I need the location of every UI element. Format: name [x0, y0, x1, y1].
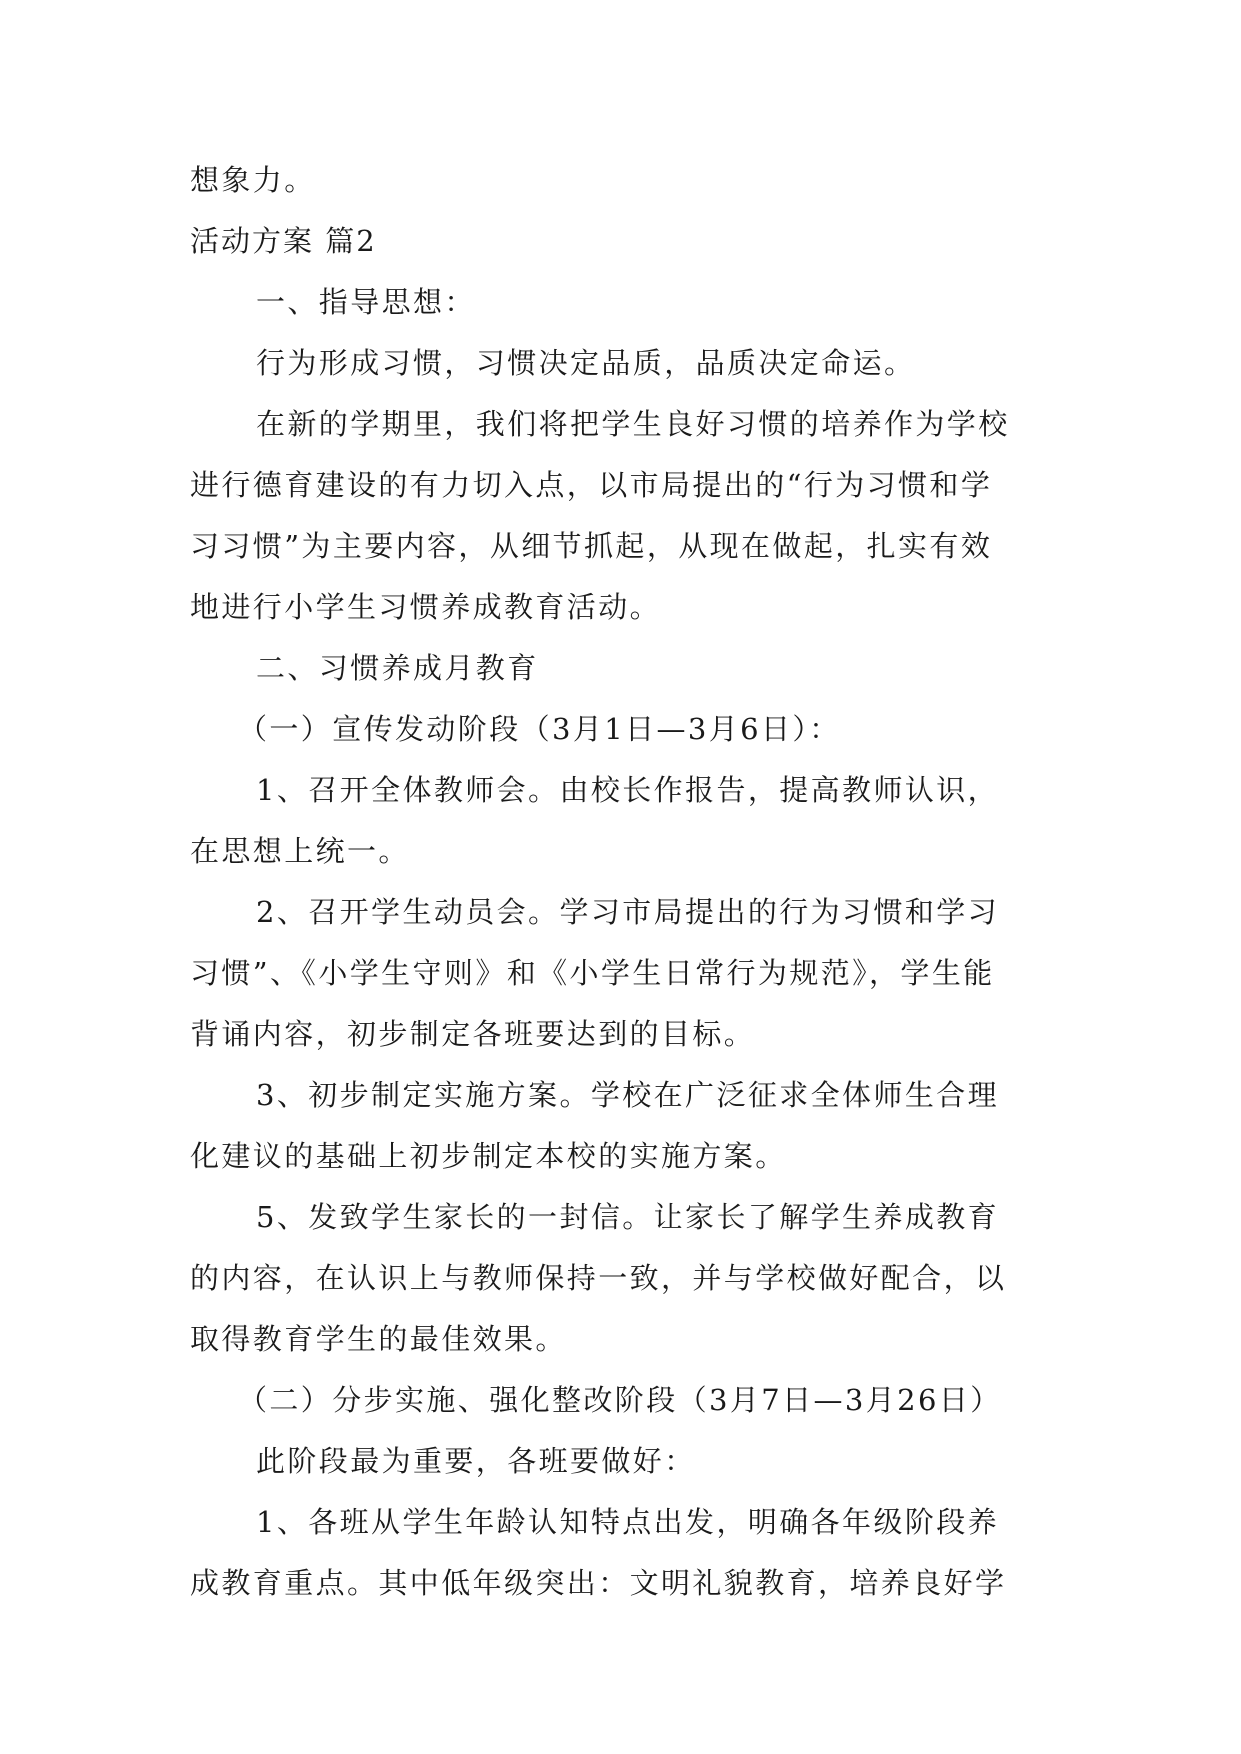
- document-body: [190, 150, 1050, 1614]
- list-item-line: 化建议的基础上初步制定本校的实施方案。: [190, 1139, 787, 1173]
- list-item-line: 2、召开学生动员会。学习市局提出的行为习惯和学习: [256, 895, 1000, 929]
- list-item-line: 1、召开全体教师会。由校长作报告，提高教师认识，: [256, 773, 1000, 807]
- text-line: 想象力。: [190, 163, 316, 197]
- paragraph-line: 在新的学期里，我们将把学生良好习惯的培养作为学校: [256, 407, 1010, 441]
- paragraph-line: 地进行小学生习惯养成教育活动。: [190, 590, 662, 624]
- list-item-line: 成教育重点。其中低年级突出：文明礼貌教育，培养良好学: [190, 1566, 1007, 1600]
- list-item-line: 背诵内容，初步制定各班要达到的目标。: [190, 1017, 756, 1051]
- heading-guiding-ideology: 一、指导思想：: [256, 285, 476, 319]
- list-item-line: 取得教育学生的最佳效果。: [190, 1322, 567, 1356]
- list-item-line: 5、发致学生家长的一封信。让家长了解学生养成教育: [256, 1200, 1000, 1234]
- paragraph-line: 进行德育建设的有力切入点，以市局提出的“行为习惯和学: [190, 468, 993, 502]
- list-item-line: 3、初步制定实施方案。学校在广泛征求全体师生合理: [256, 1078, 1000, 1112]
- list-item-line: 习惯”、《小学生守则》和《小学生日常行为规范》，学生能: [190, 956, 995, 990]
- section-title: 活动方案 篇2: [190, 224, 377, 258]
- paragraph-line: 习习惯”为主要内容，从细节抓起，从现在做起，扎实有效: [190, 529, 993, 563]
- paragraph-line: 此阶段最为重要，各班要做好：: [256, 1444, 696, 1478]
- list-item-line: 的内容，在认识上与教师保持一致，并与学校做好配合，以: [190, 1261, 1007, 1295]
- heading-habit-month: 二、习惯养成月教育: [256, 651, 539, 685]
- subheading-phase-one: （一）宣传发动阶段（3月1日—3月6日）：: [238, 712, 841, 746]
- paragraph-line: 行为形成习惯，习惯决定品质，品质决定命运。: [256, 346, 916, 380]
- subheading-phase-two: （二）分步实施、强化整改阶段（3月7日—3月26日）: [238, 1383, 1002, 1417]
- list-item-line: 在思想上统一。: [190, 834, 410, 868]
- list-item-line: 1、各班从学生年龄认知特点出发，明确各年级阶段养: [256, 1505, 1000, 1539]
